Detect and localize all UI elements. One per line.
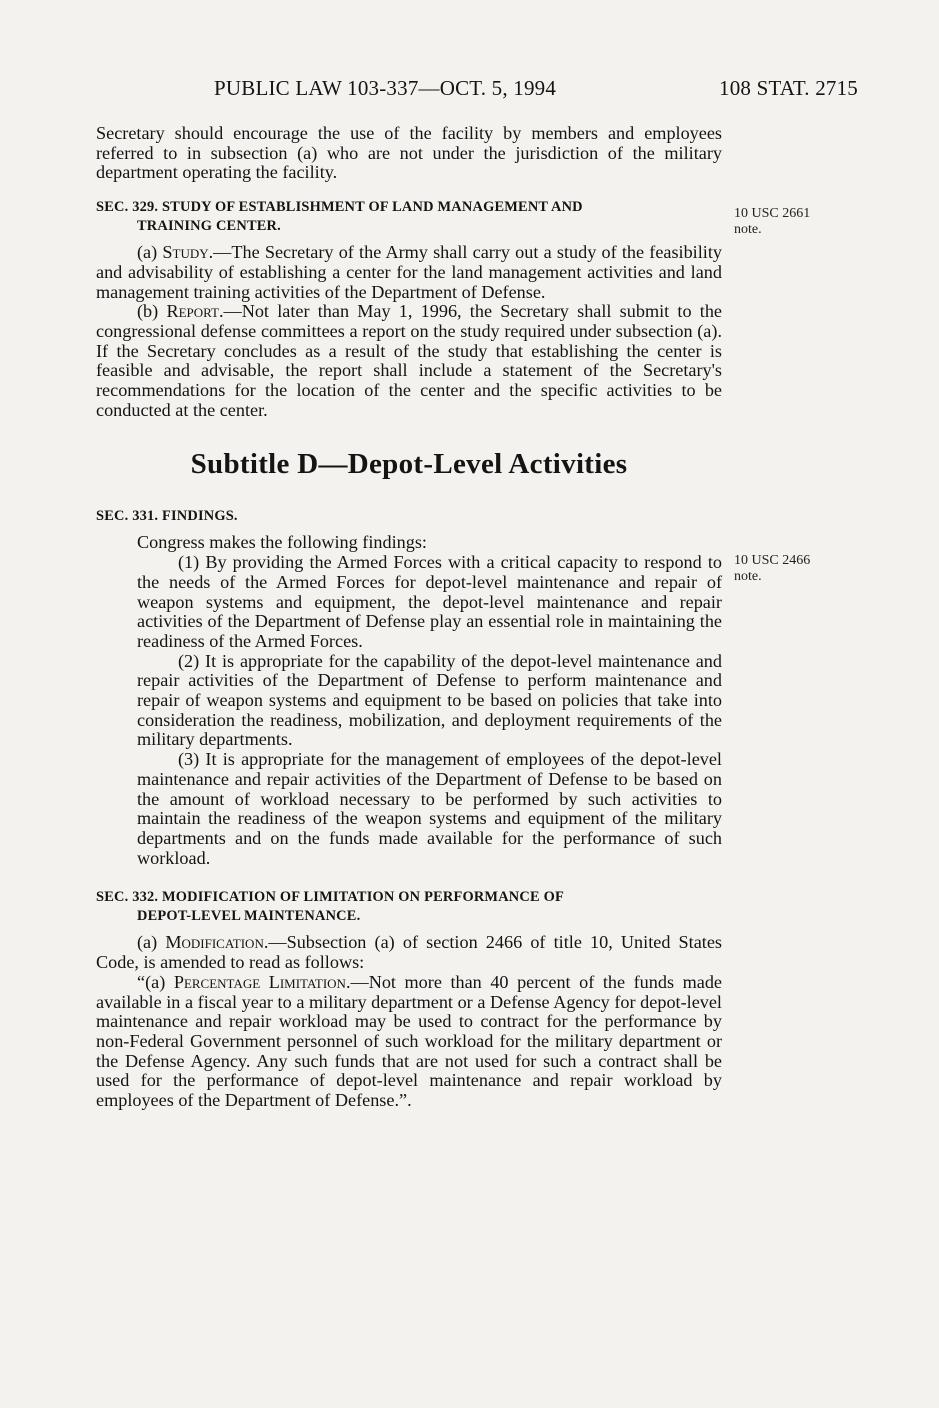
- subtitle-heading: Subtitle D—Depot-Level Activities: [190, 448, 628, 481]
- subsection-heading: Study: [162, 242, 209, 263]
- section-heading-continuation: DEPOT-LEVEL MAINTENANCE.: [137, 908, 361, 925]
- quoted-percentage-limitation: [96, 973, 722, 1111]
- subsection-text: .—Not more than 40 percent of the funds made available in a fiscal year to a military department or a Defense Agency for depot-level maintenance and repair workload may be used to contract for the performance by non-Federal Government personnel of such workload for the military department or the Defense Agency. Any such funds that are not used for such a contract shall be used for the performance of depot-level maintenance and repair workload by employees of the Department of Defense.”.: [96, 971, 722, 1111]
- subsection-text: .—Subsection (a) of section 2466 of title 10, United States Code, is amended to read as follows:: [96, 932, 722, 973]
- subsection-heading: Modification: [165, 932, 264, 953]
- statutes-page-number: 108 STAT. 2715: [719, 76, 858, 100]
- subsection-b-report: [96, 302, 722, 420]
- margin-note-sec331: [734, 553, 854, 585]
- subsection-label: “(a): [137, 971, 174, 992]
- finding-2: (2) It is appropriate for the capability of the depot-level maintenance and repair activities of the Department of Defense to perform maintenance and repair of weapon systems and equipment to be based on policies that take into consideration the readiness, mobilization, and deployment requirements of the military departments.: [137, 650, 722, 750]
- finding-3: (3) It is appropriate for the management of employees of the depot-level maintenance and repair activities of the Department of Defense to be based on the amount of workload necessary to be performed by such activities to maintain the readiness of the weapon systems and equipment of the military departments and on the funds made available for the performance of such workload.: [137, 749, 722, 868]
- subsection-a-modification: [96, 933, 722, 972]
- section-heading-329: [96, 198, 722, 236]
- findings-list: [96, 553, 722, 868]
- subsection-label: (b): [137, 301, 167, 322]
- subsection-a-study: [96, 243, 722, 302]
- public-law-citation: PUBLIC LAW 103-337—OCT. 5, 1994: [214, 76, 557, 100]
- findings-intro: Congress makes the following findings:: [137, 532, 427, 553]
- margin-note-sec329: [734, 206, 854, 238]
- subsection-label: (a): [137, 932, 166, 953]
- subsection-heading: Percentage Limitation: [173, 971, 346, 992]
- margin-note-label: note.: [734, 222, 762, 237]
- finding-1: (1) By providing the Armed Forces with a critical capacity to respond to the needs of the Armed Forces for depot-level maintenance and repair of weapon systems and equipment, the depot-level maintenance and repair activities of the Department of Defense play an essential role in maintaining the readiness of the Armed Forces.: [137, 552, 722, 651]
- section-heading-332: [96, 888, 722, 926]
- subsection-label: (a): [137, 242, 163, 263]
- section-heading-331: [96, 507, 722, 526]
- margin-note-citation: 10 USC 2661: [734, 206, 811, 221]
- section-heading-text: SEC. 331. FINDINGS.: [96, 508, 238, 525]
- section-heading-continuation: TRAINING CENTER.: [137, 218, 281, 235]
- section-heading-text: SEC. 329. STUDY OF ESTABLISHMENT OF LAND MANAGEMENT AND: [96, 199, 583, 216]
- page-header: [96, 72, 858, 106]
- subsection-text: .—Not later than May 1, 1996, the Secretary shall submit to the congressional defense committees a report on the study required under subsection (a). If the Secretary concludes as a result of the study that establishing the center is feasible and advisable, the report shall include a statement of the Secretary's recommendations for the location of the center and the specific activities to be conducted at the center.: [96, 301, 723, 420]
- continuation-paragraph: Secretary should encourage the use of the facility by members and employees referred to in subsection (a) who are not under the jurisdiction of the military department operating the facility.: [96, 123, 722, 183]
- margin-note-citation: 10 USC 2466: [734, 553, 811, 568]
- subsection-heading: Report: [166, 301, 219, 322]
- section-heading-text: SEC. 332. MODIFICATION OF LIMITATION ON PERFORMANCE OF: [96, 889, 564, 906]
- subsection-text: .—The Secretary of the Army shall carry out a study of the feasibility and advisability of establishing a center for the land management activities and land management training activities of the Department of Defense.: [96, 242, 722, 302]
- body-text: [96, 124, 722, 1111]
- margin-note-label: note.: [734, 569, 762, 584]
